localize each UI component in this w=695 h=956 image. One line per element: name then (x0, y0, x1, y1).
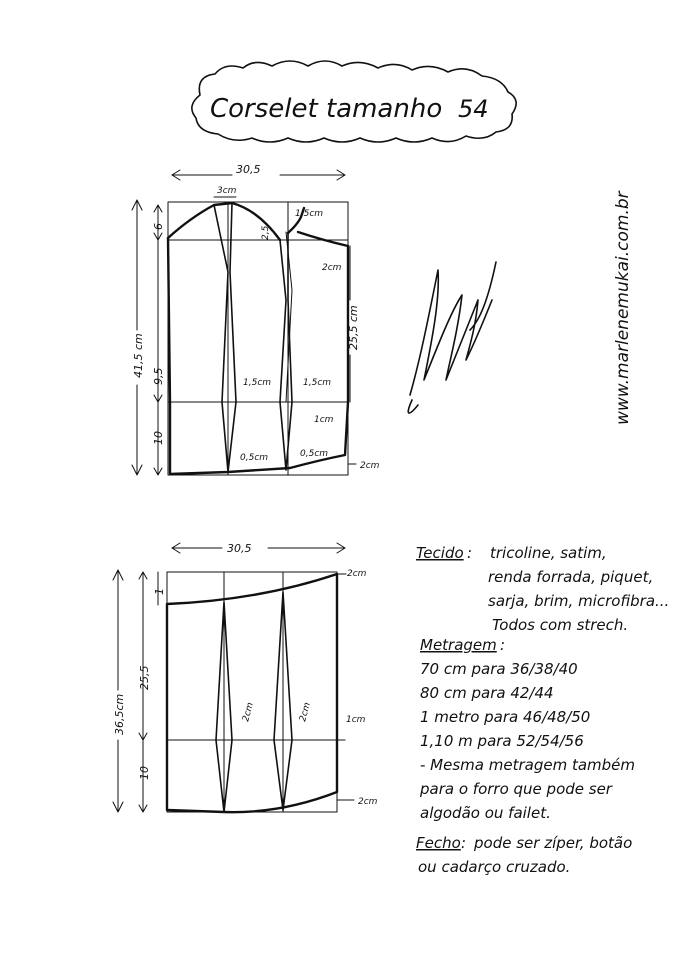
top-height-label: 41,5 cm (132, 333, 145, 378)
bottom-dart-left-label: 2cm (241, 701, 256, 723)
bottom-width-label: 30,5 (227, 542, 252, 555)
top-dart-mid-right-label: 1,5cm (303, 378, 332, 388)
closure-line-1: pode ser zíper, botão (474, 834, 633, 852)
top-armhole-label: 2cm (322, 263, 342, 273)
bottom-side-label: 1cm (346, 715, 366, 725)
notes (416, 544, 669, 876)
bottom-height-label: 36,5cm (113, 693, 126, 735)
yardage-line-4: 1,10 m para 52/54/56 (420, 732, 584, 750)
title-size: 54 (458, 95, 489, 123)
yardage-heading: Metragem (420, 636, 497, 654)
top-side-label: 1cm (314, 415, 334, 425)
top-dart-top-label: 3cm (217, 186, 237, 196)
website-text: www.marlenemukai.com.br (613, 191, 633, 425)
yardage-line-6: para o forro que pode ser (420, 780, 612, 798)
page-title: Corselet tamanho (210, 94, 443, 124)
yardage-line-3: 1 metro para 46/48/50 (420, 708, 591, 726)
top-width-label: 30,5 (236, 163, 261, 176)
top-dart-bottom-left-label: 0,5cm (240, 453, 269, 463)
svg-text::: : (500, 636, 506, 654)
top-upper-label: 6 (152, 223, 165, 230)
top-neck-label: 1,5cm (295, 209, 324, 219)
top-dart-bottom-right-label: 0,5cm (300, 449, 329, 459)
bottom-hem-label: 2cm (358, 797, 378, 807)
fabric-line-2: renda forrada, piquet, (488, 568, 654, 586)
top-lower-label: 10 (152, 431, 165, 445)
svg-text::: : (467, 544, 473, 562)
top-right-height-label: 25,5 cm (347, 305, 360, 350)
closure-line-2: ou cadarço cruzado. (418, 858, 571, 876)
top-pattern (132, 163, 380, 475)
top-mid-label: 9,5 (152, 367, 165, 385)
bottom-dart-right-label: 2cm (298, 701, 313, 723)
bottom-top-small-label: 1 (153, 588, 166, 595)
yardage-line-1: 70 cm para 36/38/40 (420, 660, 578, 678)
closure-heading: Fecho (416, 834, 461, 852)
svg-text::: : (461, 834, 467, 852)
yardage-line-7: algodão ou failet. (420, 804, 551, 822)
fabric-line-1: tricoline, satim, (490, 544, 607, 562)
signature (408, 262, 496, 413)
fabric-heading: Tecido (416, 544, 464, 562)
top-dart-mid-left-label: 1,5cm (243, 378, 272, 388)
top-hem-label: 2cm (360, 461, 380, 471)
bottom-lower-label: 10 (138, 766, 151, 780)
top-shoulder-drop-label: 2,5 (261, 225, 271, 240)
fabric-line-4: Todos com strech. (492, 616, 629, 634)
bottom-inner-label: 25,5 (138, 665, 151, 690)
fabric-line-3: sarja, brim, microfibra... (488, 592, 670, 610)
yardage-line-2: 80 cm para 42/44 (420, 684, 554, 702)
bottom-pattern (113, 542, 378, 812)
bottom-top-right-label: 2cm (347, 569, 367, 579)
yardage-line-5: - Mesma metragem também (420, 756, 635, 774)
